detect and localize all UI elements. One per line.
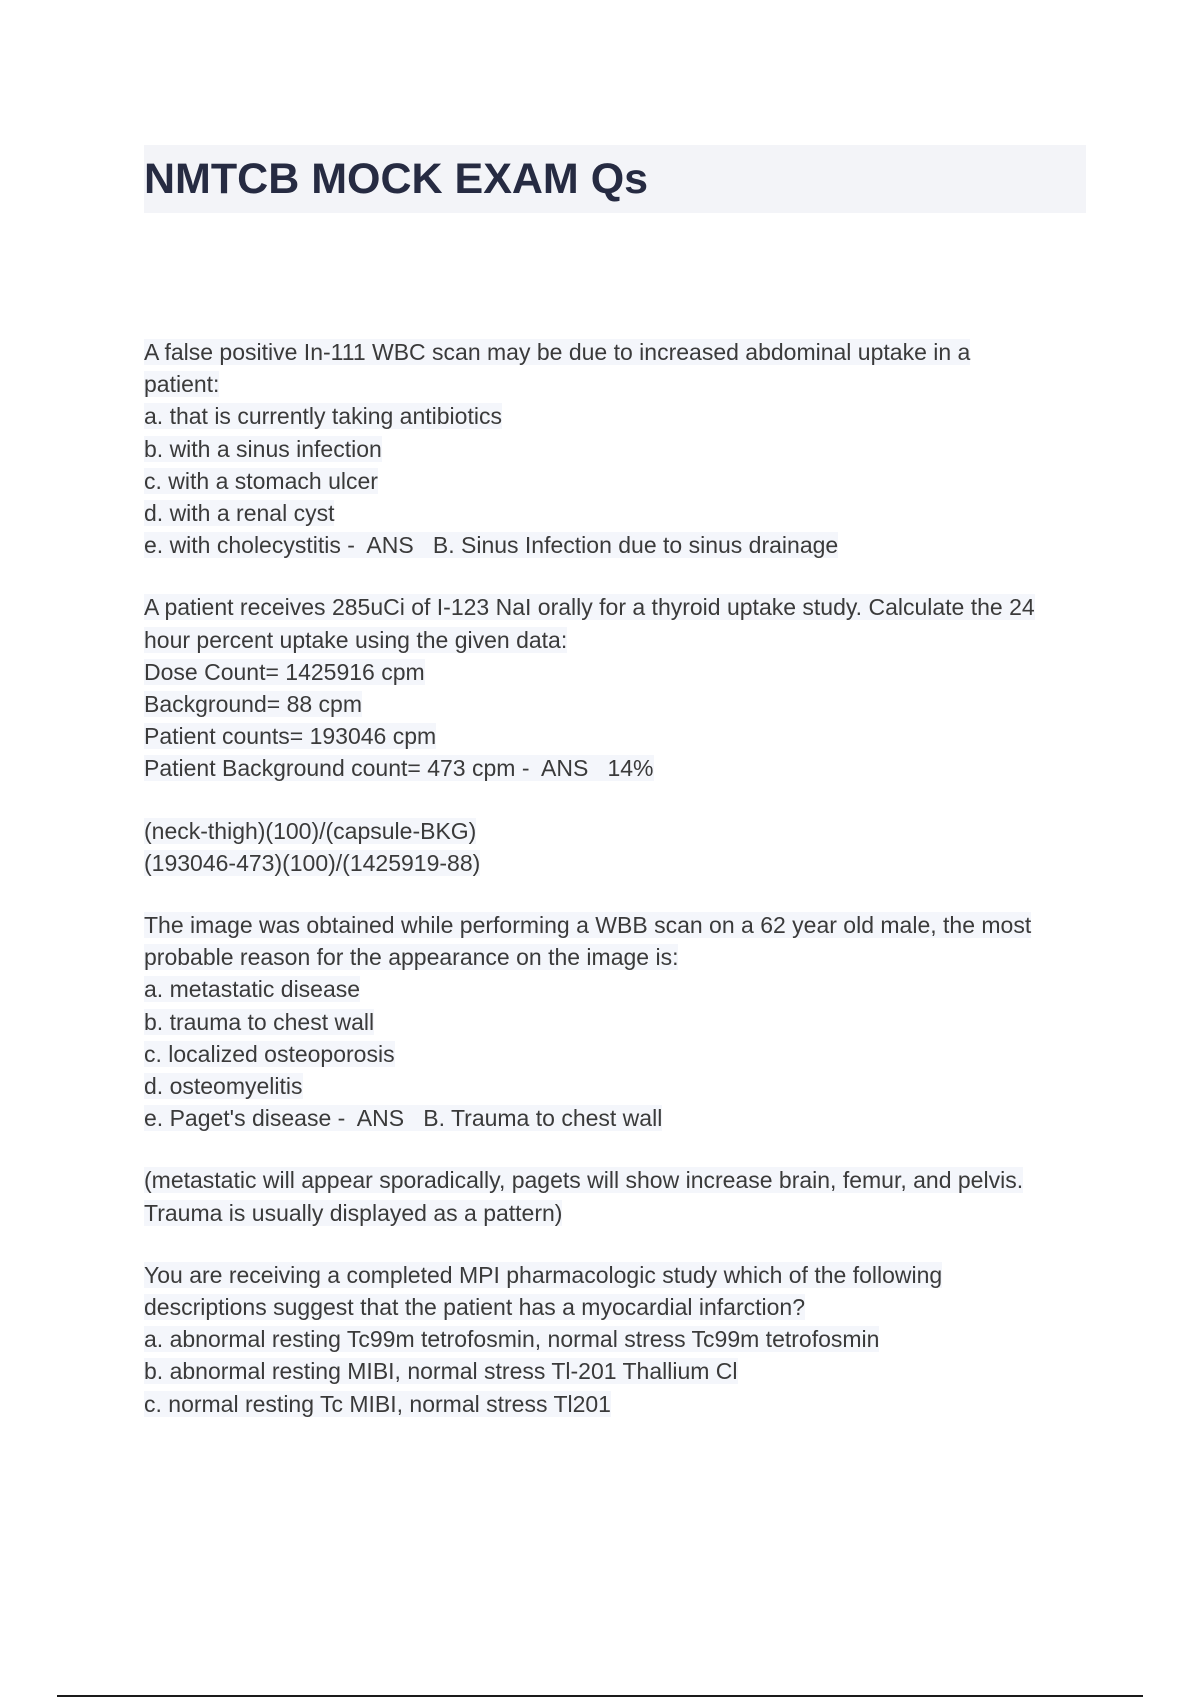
answer-option-a: a. metastatic disease [144,976,361,1003]
explanation-block [144,1164,1094,1228]
question-block-thyroid-uptake [144,591,1094,784]
answer-option-c: c. with a stomach ulcer [144,467,378,494]
data-line-patient-background-with-answer: Patient Background count= 473 cpm - ANS 14% [144,755,654,782]
data-line-background: Background= 88 cpm [144,691,362,718]
answer-option-b: b. with a sinus infection [144,435,382,462]
data-line-patient-counts: Patient counts= 193046 cpm [144,723,437,750]
answer-option-d: d. with a renal cyst [144,500,335,527]
question-text-line: hour percent uptake using the given data: [144,626,568,653]
answer-option-a: a. abnormal resting Tc99m tetrofosmin, normal stress Tc99m tetrofosmin [144,1326,880,1353]
explanation-line: Trauma is usually displayed as a pattern) [144,1199,563,1226]
question-text-line: You are receiving a completed MPI pharmacologic study which of the following [144,1261,943,1288]
question-text-line: descriptions suggest that the patient has a myocardial infarction? [144,1294,805,1321]
question-text-line: A patient receives 285uCi of I-123 NaI orally for a thyroid uptake study. Calculate the 24 [144,594,1035,621]
page-title: NMTCB MOCK EXAM Qs [144,145,1086,213]
answer-option-b: b. abnormal resting MIBI, normal stress Tl-201 Thallium Cl [144,1358,738,1385]
answer-option-c: c. normal resting Tc MIBI, normal stress Tl201 [144,1390,611,1417]
answer-option-e-with-answer: e. Paget's disease - ANS B. Trauma to chest wall [144,1105,663,1132]
data-line-dose-count: Dose Count= 1425916 cpm [144,658,425,685]
question-text-line: patient: [144,371,220,398]
question-block-mpi-study [144,1259,1094,1420]
question-block-wbb-scan [144,909,1094,1134]
document-body [144,336,1094,1450]
question-text-line: The image was obtained while performing a WBB scan on a 62 year old male, the most [144,912,1032,939]
answer-option-b: b. trauma to chest wall [144,1008,375,1035]
explanation-line: (metastatic will appear sporadically, pagets will show increase brain, femur, and pelvis. [144,1167,1024,1194]
answer-option-e-with-answer: e. with cholecystitis - ANS B. Sinus Infection due to sinus drainage [144,532,839,559]
question-text-line: A false positive In-111 WBC scan may be due to increased abdominal uptake in a [144,339,971,365]
formula-block [144,815,1094,879]
question-block-in111-wbc [144,336,1094,561]
answer-option-d: d. osteomyelitis [144,1073,303,1100]
answer-option-a: a. that is currently taking antibiotics [144,403,502,430]
page-bottom-divider [57,1695,1143,1697]
answer-option-c: c. localized osteoporosis [144,1040,395,1067]
question-text-line: probable reason for the appearance on the image is: [144,944,679,971]
formula-line: (193046-473)(100)/(1425919-88) [144,849,481,876]
formula-line: (neck-thigh)(100)/(capsule-BKG) [144,817,477,844]
